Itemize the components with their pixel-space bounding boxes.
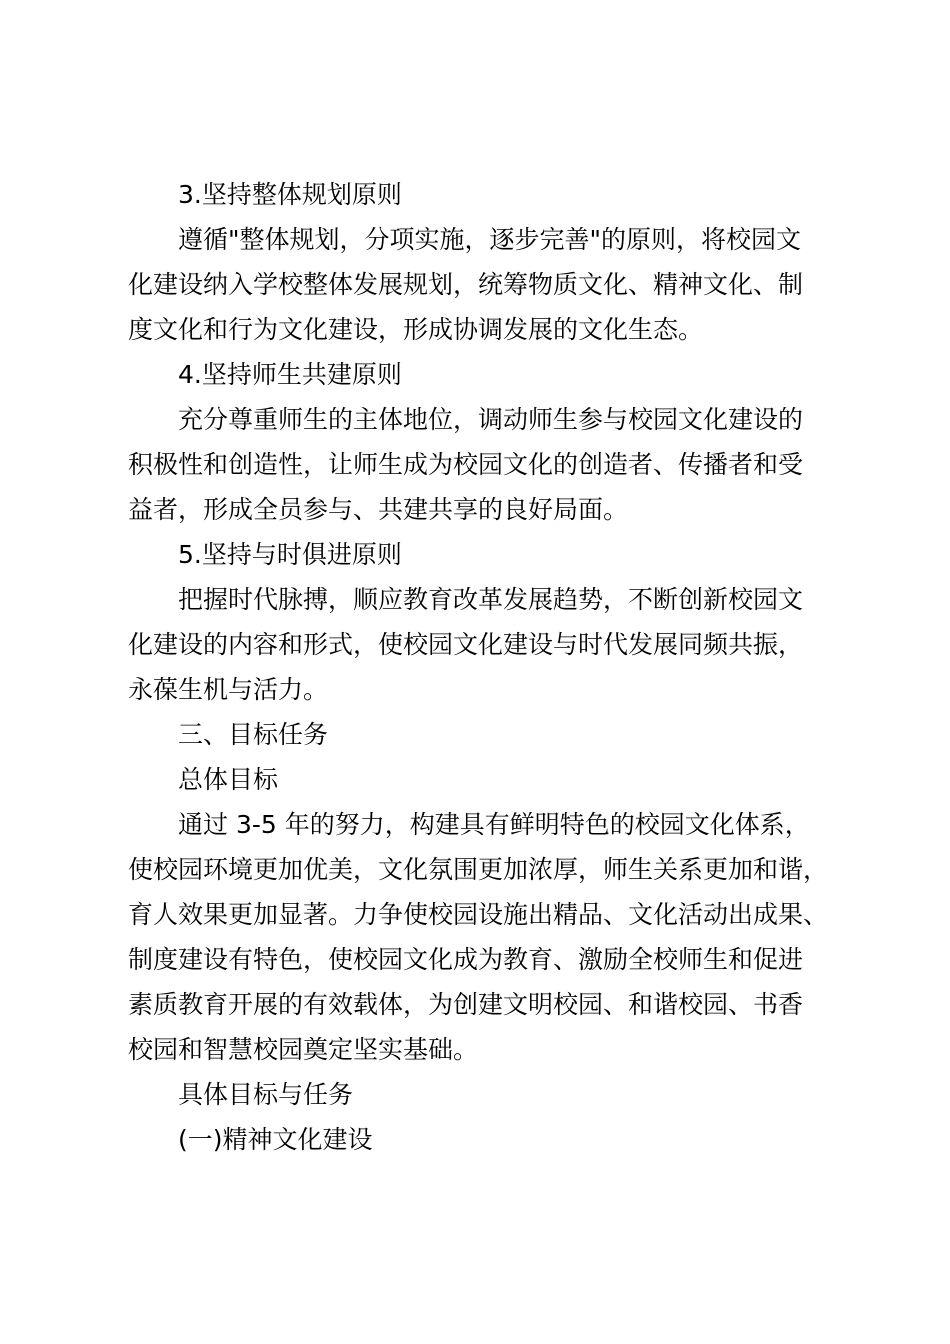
subheading-overall-goal: 总体目标 <box>178 765 279 794</box>
section-heading-goals: 三、目标任务 <box>178 720 329 749</box>
paragraph-line: 素质教育开展的有效载体，为创建文明校园、和谐校园、书香 <box>128 990 804 1019</box>
paragraph-line: 校园和智慧校园奠定坚实基础。 <box>128 1035 479 1064</box>
paragraph-line: 化建设的内容和形式，使校园文化建设与时代发展同频共振， <box>128 630 804 659</box>
paragraph-line: 益者，形成全员参与、共建共享的良好局面。 <box>128 495 629 524</box>
subheading-specific-goals: 具体目标与任务 <box>178 1080 354 1109</box>
paragraph-line: 度文化和行为文化建设，形成协调发展的文化生态。 <box>128 315 704 344</box>
paragraph-line: 遵循"整体规划，分项实施，逐步完善"的原则，将校园文 <box>178 225 802 254</box>
paragraph-line: 充分尊重师生的主体地位，调动师生参与校园文化建设的 <box>178 405 804 434</box>
document-body <box>128 172 833 1162</box>
heading-principle-3: 3.坚持整体规划原则 <box>178 180 402 209</box>
heading-principle-4: 4.坚持师生共建原则 <box>178 360 402 389</box>
paragraph-line: 化建设纳入学校整体发展规划，统筹物质文化、精神文化、制 <box>128 270 804 299</box>
paragraph-line: 育人效果更加显著。力争使校园设施出精品、文化活动出成果、 <box>128 900 829 929</box>
heading-principle-5: 5.坚持与时俱进原则 <box>178 540 402 569</box>
paragraph-line: 把握时代脉搏，顺应教育改革发展趋势，不断创新校园文 <box>178 585 804 614</box>
paragraph-line: 通过 3-5 年的努力，构建具有鲜明特色的校园文化体系， <box>178 810 810 839</box>
paragraph-line: 积极性和创造性，让师生成为校园文化的创造者、传播者和受 <box>128 450 804 479</box>
subheading-spiritual-culture: (一)精神文化建设 <box>178 1125 373 1154</box>
paragraph-line: 制度建设有特色，使校园文化成为教育、激励全校师生和促进 <box>128 945 804 974</box>
paragraph-line: 永葆生机与活力。 <box>128 675 329 704</box>
paragraph-line: 使校园环境更加优美，文化氛围更加浓厚，师生关系更加和谐， <box>128 855 829 884</box>
